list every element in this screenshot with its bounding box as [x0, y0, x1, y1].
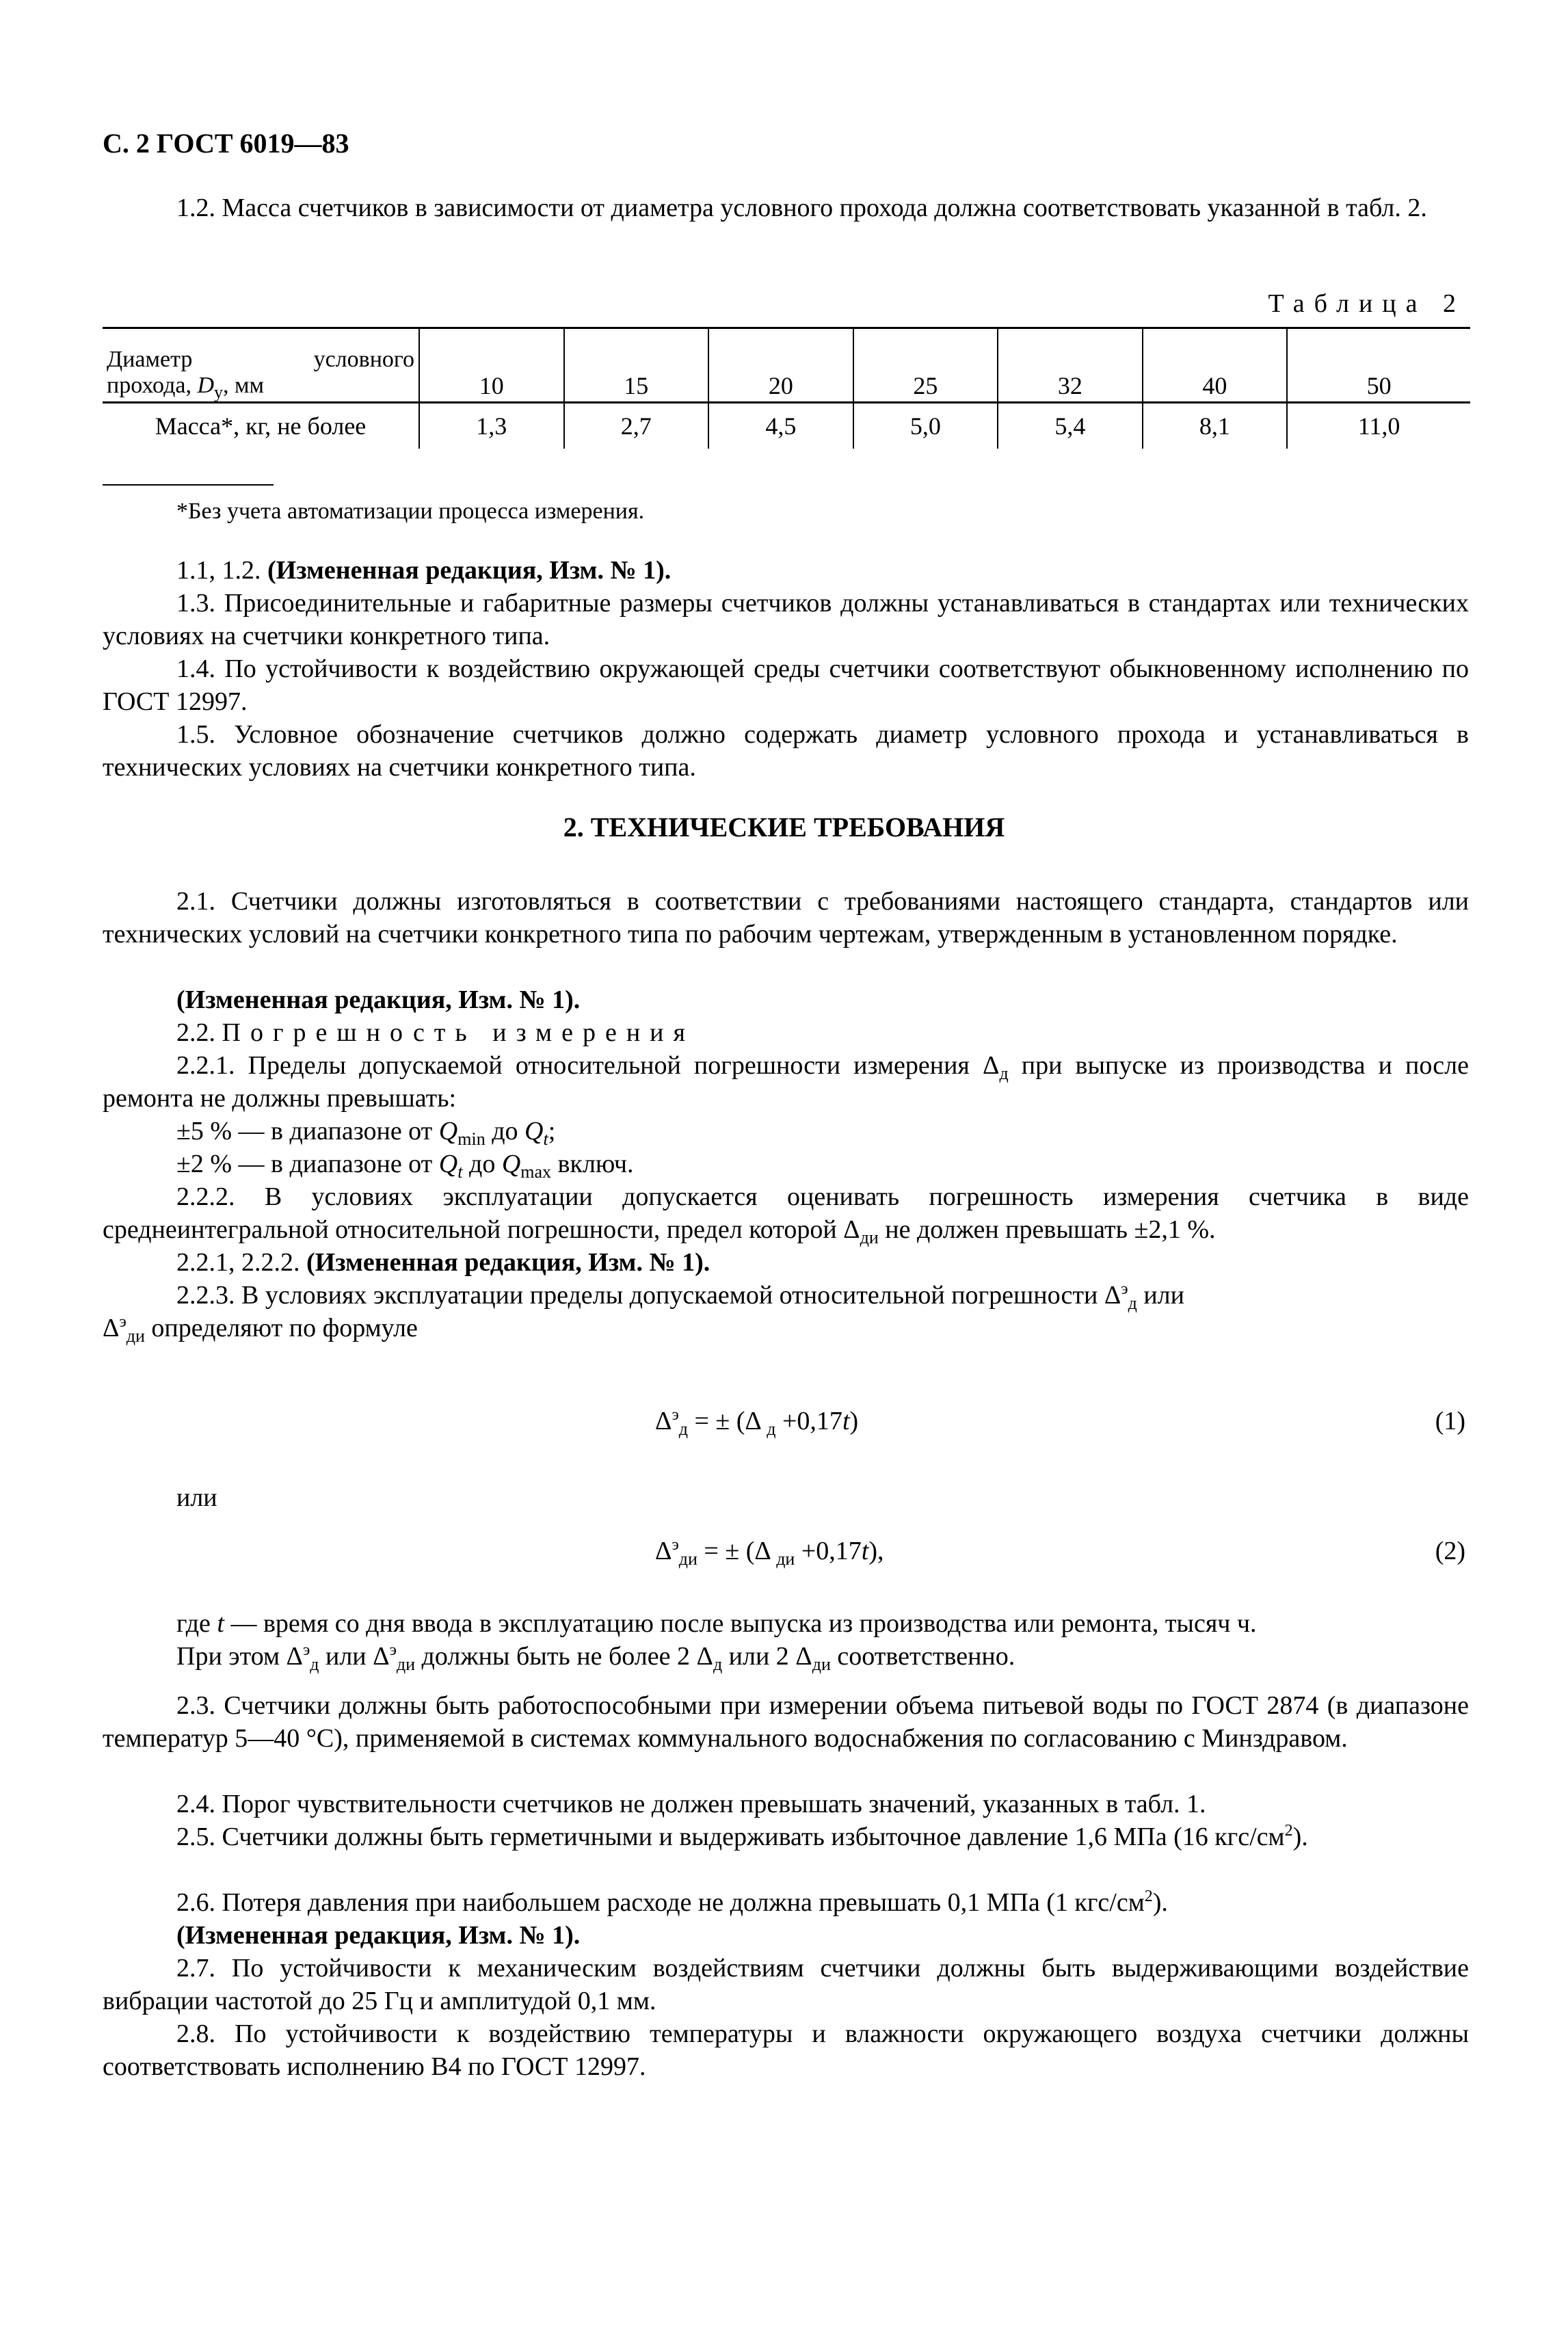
formula-sub: д	[767, 1419, 776, 1439]
paragraph-2-2-2-text-cont: не должен превышать ±2,1 %.	[878, 1215, 1216, 1244]
where-text: где	[176, 1609, 217, 1638]
range2-q2: Q	[501, 1150, 521, 1178]
edit-note-ref: 1.1, 1.2.	[176, 556, 267, 585]
cond-text: или Δ	[319, 1642, 390, 1671]
where-t: t	[217, 1609, 224, 1638]
delta-sup: э	[1121, 1280, 1128, 1298]
table-cell: 8,1	[1143, 403, 1288, 449]
cond-text: соответственно.	[830, 1642, 1015, 1671]
paragraph-2-5	[103, 1820, 1469, 1853]
formula-sub: ди	[776, 1549, 795, 1569]
cond-text: должны быть не более 2 Δ	[415, 1642, 713, 1671]
unit-sup: 2	[1144, 1887, 1153, 1905]
range2-q-sub: t	[457, 1162, 463, 1182]
paragraph-2-6-text: 2.6. Потеря давления при наибольшем расходе не должна превышать 0,1 МПа (1 кгс/см	[176, 1888, 1145, 1917]
paragraph-2-1: 2.1. Счетчики должны изготовляться в соответствии с требованиями настоящего стандарта, стандартов или технических условий на счетчики конкретного типа по рабочим чертежам, утвержденным в установленном порядке.	[103, 887, 1469, 949]
section-heading: 2. ТЕХНИЧЕСКИЕ ТРЕБОВАНИЯ	[563, 812, 1005, 843]
formula-rhs: +0,17	[795, 1537, 862, 1565]
cond-sub: ди	[812, 1654, 831, 1674]
paragraph-2-2	[103, 1016, 1469, 1049]
table-cell: 20	[708, 328, 853, 403]
formula-rhs: )	[849, 1407, 859, 1435]
delta-sub: д	[999, 1063, 1009, 1083]
cond-text: или 2 Δ	[722, 1642, 812, 1671]
range1-q: Q	[438, 1117, 458, 1145]
paragraph-1-5: 1.5. Условное обозначение счетчиков должно содержать диаметр условного прохода и устанавливаться в технических условиях на счетчики конкретного типа.	[103, 720, 1469, 782]
range1-end: ;	[548, 1117, 556, 1145]
table-cell: 5,4	[998, 403, 1143, 449]
formula-t: t	[861, 1537, 869, 1565]
delta-sub: ди	[126, 1326, 145, 1346]
cond-sup: э	[302, 1641, 310, 1659]
paragraph-2-8: 2.8. По устойчивости к воздействию температуры и влажности окружающего воздуха счетчики должны соответствовать исполнению В4 по ГОСТ 12997.	[103, 2019, 1469, 2081]
paragraph-2-2-3	[103, 1279, 1469, 1344]
unit-sup: 2	[1284, 1822, 1293, 1840]
table-cell: 15	[564, 328, 709, 403]
paragraph-1-4: 1.4. По устойчивости к воздействию окружающей среды счетчики соответствуют обыкновенному исполнению по ГОСТ 12997.	[103, 654, 1469, 716]
table-header-diameter	[103, 328, 419, 403]
condition-line	[176, 1640, 1469, 1673]
range1-to: до	[485, 1117, 525, 1145]
paragraph-2-2-1	[103, 1049, 1469, 1115]
formula-rhs: = ± (Δ	[687, 1407, 767, 1435]
cond-sub: д	[713, 1654, 723, 1674]
diameter-unit: , мм	[223, 373, 265, 398]
diameter-label-line2	[107, 373, 414, 402]
formula-rhs: = ± (Δ	[697, 1537, 777, 1565]
edit-note-bold: (Измененная редакция, Изм. № 1).	[306, 1248, 710, 1277]
range-line-2	[103, 1148, 1469, 1180]
paragraph-2-2-3-text: 2.2.3. В условиях эксплуатации пределы допускаемой относительной погрешности Δ	[176, 1281, 1121, 1310]
table-cell: 10	[419, 328, 564, 403]
paragraph-2-4: 2.4. Порог чувствительности счетчиков не должен превышать значений, указанных в табл. 1.	[176, 1790, 1206, 1818]
table-cell: 32	[998, 328, 1143, 403]
table-cell: 1,3	[419, 403, 564, 449]
table-cell: 11,0	[1287, 403, 1470, 449]
range2-q: Q	[438, 1150, 458, 1178]
table-header-mass: Масса*, кг, не более	[103, 403, 419, 449]
range2-q2-sub: max	[520, 1162, 552, 1182]
delta-sup: э	[119, 1313, 127, 1331]
cond-sub: ди	[396, 1654, 416, 1674]
paragraph-2-2-1-text-cont: при выпуске из производства и после ремонта не должны превышать:	[103, 1051, 1469, 1113]
formula-sub: ди	[678, 1549, 697, 1569]
or-word: или	[176, 1483, 217, 1512]
cond-sub: д	[310, 1654, 319, 1674]
range2-text: ±2 % — в диапазоне от	[176, 1150, 439, 1178]
cond-text: При этом Δ	[176, 1642, 303, 1671]
edit-note-2-1: (Измененная редакция, Изм. № 1).	[176, 985, 581, 1014]
paragraph-2-2-1-text: 2.2.1. Пределы допускаемой относительной погрешности измерения Δ	[176, 1051, 1000, 1080]
range1-q2-sub: t	[543, 1129, 548, 1149]
table-cell: 4,5	[708, 403, 853, 449]
footnote: *Без учета автоматизации процесса измерения.	[176, 499, 645, 524]
formula-2	[655, 1535, 884, 1567]
range1-text: ±5 % — в диапазоне от	[176, 1117, 439, 1145]
delta-sub: д	[1128, 1293, 1137, 1313]
paragraph-2-5-text: 2.5. Счетчики должны быть герметичными и выдерживать избыточное давление 1,6 МПа (16 кгс/см	[176, 1823, 1285, 1851]
range2-end: включ.	[551, 1150, 634, 1178]
edit-note-ref: 2.2.1, 2.2.2.	[176, 1248, 306, 1277]
cond-sup: э	[389, 1641, 397, 1659]
mass-table	[103, 327, 1470, 449]
diameter-symbol: D	[197, 373, 215, 398]
range-line-1	[103, 1115, 1469, 1148]
footnote-rule	[103, 484, 274, 486]
formula-1-number: (1)	[1435, 1407, 1465, 1435]
range1-q-sub: min	[457, 1129, 486, 1149]
paragraph-2-7: 2.7. По устойчивости к механическим воздействиям счетчики должны быть выдерживающими воздействие вибрации частотой до 25 Гц и амплитудой 0,1 мм.	[103, 1954, 1469, 2015]
edit-note-2-6: (Измененная редакция, Изм. № 1).	[176, 1921, 581, 1950]
paragraph-1-3: 1.3. Присоединительные и габаритные размеры счетчиков должны устанавливаться в стандартах или технических условиях на счетчики конкретного типа.	[103, 589, 1469, 650]
paragraph-1-2: 1.2. Масса счетчиков в зависимости от диаметра условного прохода должна соответствовать указанной в табл. 2.	[176, 194, 1427, 222]
formula-sup: э	[672, 1406, 679, 1424]
where-line	[176, 1607, 1469, 1640]
table-cell: 2,7	[564, 403, 709, 449]
paragraph-2-3: 2.3. Счетчики должны быть работоспособными при измерении объема питьевой воды по ГОСТ 2874 (в диапазоне температур 5—40 °С), применяемой в системах коммунального водоснабжения по согласованию с Минздравом.	[103, 1691, 1469, 1753]
table-cell: 5,0	[853, 403, 998, 449]
formula-t: t	[842, 1407, 850, 1435]
paragraph-2-2-title: Погрешность измерения	[222, 1018, 695, 1047]
table-cell: 50	[1287, 328, 1470, 403]
paragraph-2-2-2-text: 2.2.2. В условиях эксплуатации допускается оценивать погрешность измерения счетчика в виде среднеинтегральной относительной погрешности, предел которой Δ	[103, 1182, 1469, 1244]
edit-note-2-2	[103, 1246, 1469, 1279]
diameter-label-text: прохода,	[107, 373, 198, 398]
table-cell: 40	[1143, 328, 1288, 403]
formula-2-number: (2)	[1435, 1537, 1465, 1565]
paragraph-2-2-3-text-cont: определяют по формуле	[144, 1314, 418, 1342]
delta-sub: ди	[860, 1228, 879, 1247]
formula-rhs: ),	[868, 1537, 884, 1565]
delta-symbol: Δ	[103, 1314, 120, 1342]
table-label: Таблица 2	[1268, 289, 1465, 318]
formula-sub: д	[678, 1419, 688, 1439]
paragraph-2-2-3-or: или	[1137, 1281, 1184, 1310]
formula-delta: Δ	[655, 1407, 672, 1435]
paragraph-2-6-end: ).	[1152, 1888, 1168, 1917]
formula-delta: Δ	[655, 1537, 672, 1565]
table-row-mass	[103, 403, 1470, 449]
page-header: С. 2 ГОСТ 6019—83	[103, 128, 349, 159]
paragraph-2-6	[103, 1886, 1469, 1919]
paragraph-2-2-2	[103, 1180, 1469, 1246]
edit-note-1-1	[103, 554, 1469, 587]
range1-q2: Q	[524, 1117, 544, 1145]
paragraph-2-2-num: 2.2.	[176, 1018, 222, 1047]
table-cell: 25	[853, 328, 998, 403]
paragraph-2-5-end: ).	[1292, 1823, 1308, 1851]
table-row-diameter	[103, 328, 1470, 403]
where-text-cont: — время со дня ввода в эксплуатацию после выпуска из производства или ремонта, тысяч ч.	[224, 1609, 1257, 1638]
diameter-label-line1: Диаметр условного	[107, 347, 414, 372]
formula-rhs: +0,17	[775, 1407, 842, 1435]
range2-to: до	[462, 1150, 502, 1178]
edit-note-bold: (Измененная редакция, Изм. № 1).	[267, 556, 672, 585]
formula-sup: э	[672, 1536, 679, 1554]
formula-1	[655, 1405, 858, 1438]
diameter-symbol-sub: y	[214, 382, 224, 402]
